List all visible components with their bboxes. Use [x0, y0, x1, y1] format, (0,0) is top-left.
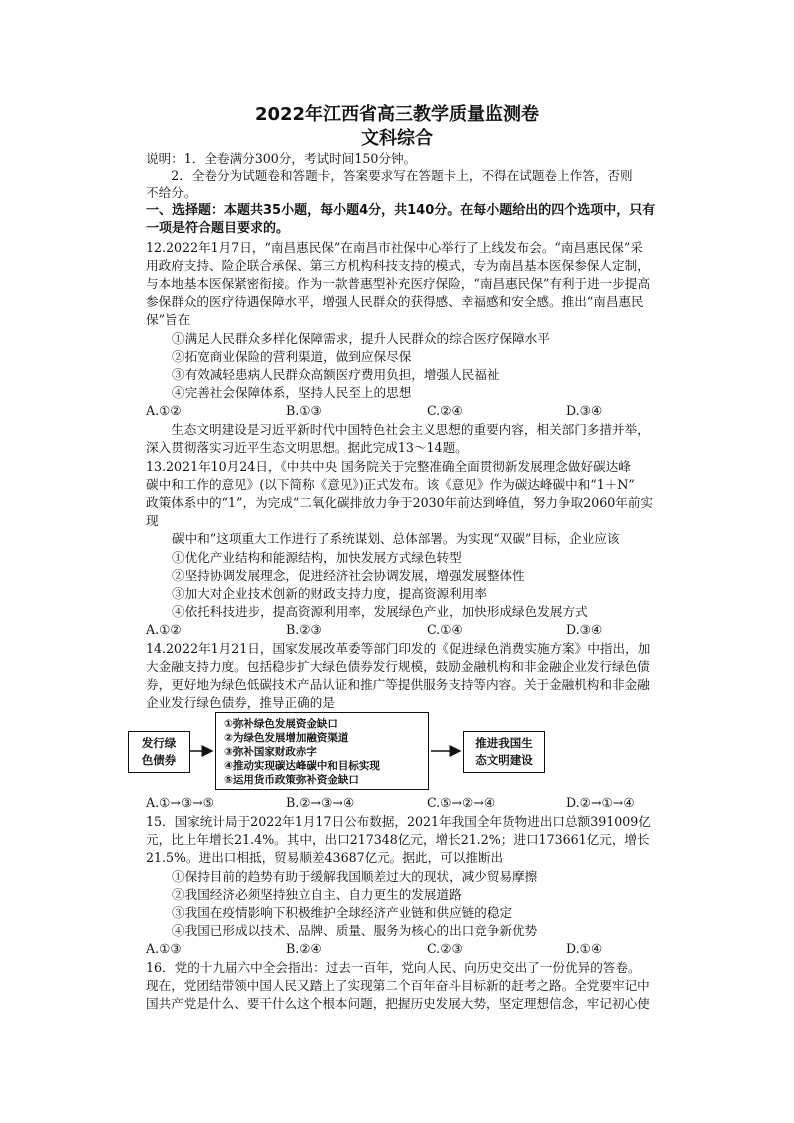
answer-option: D.②→①→④ — [566, 795, 635, 810]
text-line: 元，比上年增长21.4%。其中，出口217348亿元，增长21.2%；进口173661亿元，增长 — [146, 832, 650, 847]
answer-option: B.②→③→④ — [286, 795, 355, 810]
answer-option: D.①④ — [566, 941, 603, 956]
exam-title: 2022年江西省高三教学质量监测卷 — [254, 104, 540, 125]
answer-option: B.②④ — [286, 941, 322, 956]
flow-item: ③弥补国家财政赤字 — [224, 746, 317, 758]
flow-item: ④推动实现碳达峰碳中和目标实现 — [224, 760, 380, 772]
answer-option: D.③④ — [566, 403, 603, 418]
text-line: ③我国在疫情影响下积极维护全球经济产业链和供应链的稳定 — [172, 905, 513, 920]
flow-item: ⑤运用货币政策弥补资金缺口 — [224, 774, 359, 786]
answer-option: C.⑤→②→④ — [427, 795, 496, 810]
text-line: 大金融支持力度。包括稳步扩大绿色债券发行规模，鼓励金融机构和非金融企业发行绿色债 — [146, 659, 650, 674]
answer-option: B.①③ — [286, 403, 322, 418]
flow-box-options — [215, 712, 429, 790]
text-line: ②坚持协调发展理念，促进经济社会协调发展，增强发展整体性 — [172, 568, 525, 583]
exam-subtitle: 文科综合 — [361, 128, 433, 149]
text-line: ④我国已形成以技术、品牌、质量、服务为核心的出口竞争新优势 — [172, 923, 538, 938]
answer-option: A.①② — [146, 403, 182, 418]
text-line: ①保持目前的趋势有助于缓解我国顺差过大的现状，减少贸易摩擦 — [172, 869, 538, 884]
text-line: 碳中和”这项重大工作进行了系统谋划、总体部署。为实现“双碳”目标，企业应该 — [172, 531, 620, 546]
text-line: 现 — [146, 513, 159, 528]
text-line: 16．党的十九届六中全会指出：过去一百年，党向人民、向历史交出了一份优异的答卷。 — [146, 960, 641, 975]
flow-box-green-bonds-label: 发行绿 色债券 — [141, 736, 177, 767]
text-line: 券，更好地为绿色低碳技术产品认证和推广等提供服务支持等内容。关于金融机构和非金融 — [146, 677, 650, 692]
text-line: 与本地基本医保紧密衔接。作为一款普惠型补充医疗保险，“南昌惠民保”有利于进一步提高 — [146, 276, 651, 291]
text-line: ①满足人民群众多样化保障需求，提升人民群众的综合医疗保障水平 — [172, 331, 550, 346]
flow-box-green-bonds — [128, 731, 190, 773]
text-line: 深入贯彻落实习近平生态文明思想。据此完成13～14题。 — [146, 440, 468, 455]
answer-option: A.①② — [146, 622, 182, 637]
flow-item: ②为绿色发展增加融资渠道 — [224, 732, 349, 744]
text-line: 生态文明建设是习近平新时代中国特色社会主义思想的重要内容，相关部门多措并举， — [146, 422, 650, 437]
text-line: ②拓宽商业保险的营利渠道，做到应保尽保 — [172, 349, 412, 364]
answer-option: A.①→③→⑤ — [146, 795, 215, 810]
text-line: ④完善社会保障体系，坚持人民至上的思想 — [172, 385, 412, 400]
flow-box-eco-civilization — [463, 731, 545, 773]
text-line: 21.5%。进出口相抵，贸易顺差43687亿元。据此，可以推断出 — [146, 850, 504, 865]
flow-item: ①弥补绿色发展资金缺口 — [224, 718, 338, 730]
text-line: 15．国家统计局于2022年1月17日公布数据，2021年我国全年货物进出口总额391009亿 — [146, 814, 651, 829]
text-line: 14.2022年1月21日，国家发展改革委等部门印发的《促进绿色消费实施方案》中指出，加 — [146, 641, 651, 656]
section-heading-line: 一项是符合题目要求的。 — [146, 221, 290, 236]
flow-box-eco-civilization-label: 推进我国生 态文明建设 — [475, 736, 533, 767]
text-line: 13.2021年10月24日，《中共中央 国务院关于完整准确全面贯彻新发展理念做好碳达峰 — [146, 459, 631, 474]
text-line: ③加大对企业技术创新的财政支持力度，提高资源利用率 — [172, 586, 487, 601]
text-line: 企业发行绿色债券，推导正确的是 — [146, 695, 335, 710]
text-line: 政策体系中的“1”，为完成“二氧化碳排放力争于2030年前达到峰值，努力争取2060年前实 — [146, 495, 654, 510]
text-line: 现在，党团结带领中国人民又踏上了实现第二个百年奋斗目标新的赶考之路。全党要牢记中 — [146, 978, 650, 993]
text-line: 12.2022年1月7日，“南昌惠民保”在南昌市社保中心举行了上线发布会。“南昌惠民保”采 — [146, 240, 643, 255]
text-line: 碳中和工作的意见》(以下简称《意见》)正式发布。该《意见》作为碳达峰碳中和“1＋N” — [146, 477, 635, 492]
answer-option: C.②④ — [427, 403, 463, 418]
text-line: ④依托科技进步，提高资源利用率，发展绿色产业，加快形成绿色发展方式 — [172, 604, 588, 619]
answer-option: A.①③ — [146, 941, 182, 956]
text-line: 用政府支持、险企联合承保、第三方机构科技支持的模式，专为南昌基本医保参保人定制， — [146, 258, 650, 273]
text-line: 国共产党是什么、要干什么这个根本问题，把握历史发展大势，坚定理想信念，牢记初心使 — [146, 996, 650, 1011]
text-line: 说明：1．全卷满分300分，考试时间150分钟。 — [146, 151, 417, 166]
answer-option: C.①④ — [427, 622, 463, 637]
text-line: 不给分。 — [146, 185, 197, 200]
text-line: ③有效减轻患病人民群众高额医疗费用负担，增强人民福祉 — [172, 367, 500, 382]
section-heading-line: 一、选择题：本题共35小题，每小题4分，共140分。在每小题给出的四个选项中，只有 — [146, 203, 656, 218]
answer-option: D.③④ — [566, 622, 603, 637]
answer-option: B.②③ — [286, 622, 322, 637]
answer-option: C.②③ — [427, 941, 463, 956]
text-line: ①优化产业结构和能源结构，加快发展方式绿色转型 — [172, 550, 462, 565]
text-line: 2．全卷分为试题卷和答题卡，答案要求写在答题卡上，不得在试题卷上作答，否则 — [146, 168, 633, 183]
text-line: 保”旨在 — [146, 312, 191, 327]
text-line: 参保群众的医疗待遇保障水平，增强人民群众的获得感、幸福感和安全感。推出“南昌惠民 — [146, 294, 644, 309]
text-line: ②我国经济必须坚持独立自主、自力更生的发展道路 — [172, 887, 462, 902]
